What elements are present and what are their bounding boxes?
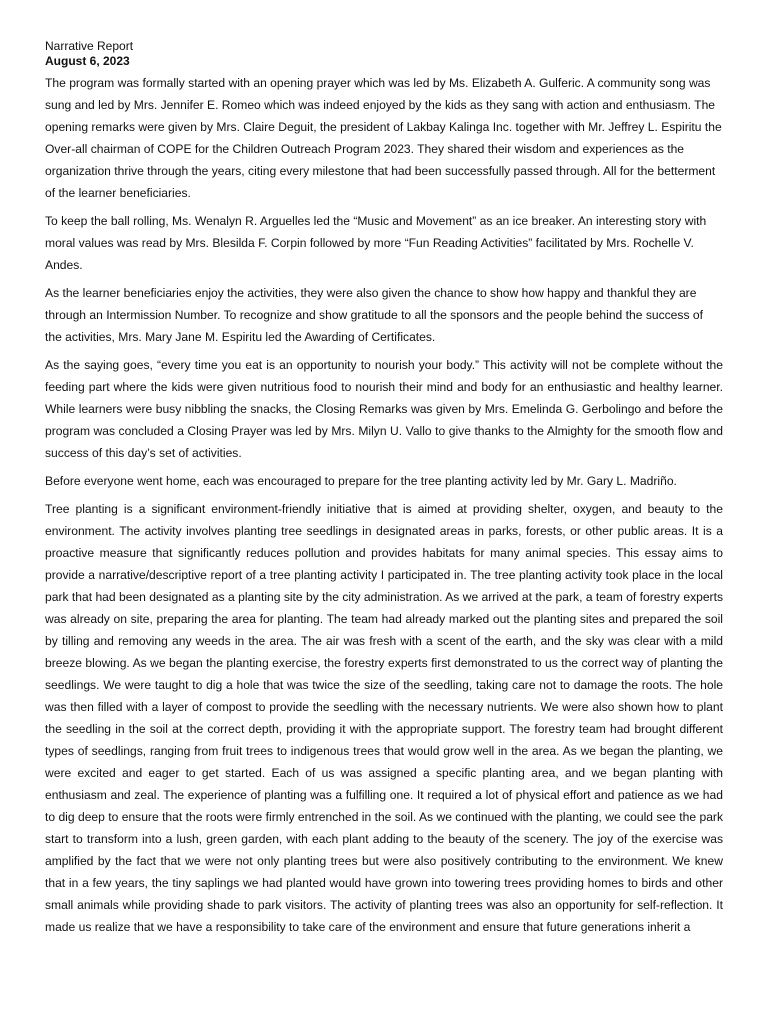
paragraph-feeding: As the saying goes, “every time you eat is an opportunity to nourish your body.” This activity will not be complete without the feeding part where the kids were given nutritious food to nourish their mind and body for an enthusiastic and healthy learner. While learners were busy nibbling the snacks, the Closing Remarks was given by Mrs. Emelinda G. Gerbolingo and before the program was concluded a Closing Prayer was led by Mrs. Milyn U. Vallo to give thanks to the Almighty for the smooth flow and success of this day’s set of activities. [45,358,723,460]
paragraph-ice-breaker: To keep the ball rolling, Ms. Wenalyn R. Arguelles led the “Music and Movement” as an ice breaker. An interesting story with moral values was read by Mrs. Blesilda F. Corpin followed by more “Fun Reading Activities” facilitated by Mrs. Rochelle V. Andes. [45,214,707,272]
paragraph-opening-program: The program was formally started with an opening prayer which was led by Ms. Elizabeth A. Gulferic. A community song was sung and led by Mrs. Jennifer E. Romeo which was indeed enjoyed by the kids as they sang with action and enthusiasm. The opening remarks were given by Mrs. Claire Deguit, the president of Lakbay Kalinga Inc. together with Mr. Jeffrey L. Espiritu the Over-all chairman of COPE for the Children Outreach Program 2023. They shared their wisdom and experiences as the organization thrive through the years, citing every milestone that had been successfully passed through. All for the betterment of the learner beneficiaries. [45,76,722,200]
paragraph-intermission: As the learner beneficiaries enjoy the activities, they were also given the chance to show how happy and thankful they are through an Intermission Number. To recognize and show gratitude to all the sponsors and the people behind the success of the activities, Mrs. Mary Jane M. Espiritu led the Awarding of Certificates. [45,286,703,344]
paragraph-tree-planting: Tree planting is a significant environment-friendly initiative that is aimed at providing shelter, oxygen, and beauty to the environment. The activity involves planting tree seedlings in designated areas in parks, forests, or other public areas. It is a proactive measure that significantly reduces pollution and provides habitats for many animal species. This essay aims to provide a narrative/descriptive report of a tree planting activity I participated in. The tree planting activity took place in the local park that had been designated as a planting site by the city administration. As we arrived at the park, a team of forestry experts was already on site, preparing the area for planting. The team had already marked out the planting sites and prepared the soil by tilling and removing any weeds in the area. The air was fresh with a scent of the earth, and the sky was clear with a mild breeze blowing. As we began the planting exercise, the forestry experts first demonstrated to us the correct way of planting the seedlings. We were taught to dig a hole that was twice the size of the seedling, taking care not to damage the roots. The hole was then filled with a layer of compost to provide the seedling with the necessary nutrients. We were also shown how to plant the seedling in the soil at the correct depth, providing it with the appropriate support. The forestry team had brought different types of seedlings, ranging from fruit trees to indigenous trees that would grow well in the area. As we began the planting, we were excited and eager to get started. Each of us was assigned a specific planting area, and we began planting with enthusiasm and zeal. The experience of planting was a fulfilling one. It required a lot of physical effort and patience as we had to dig deep to ensure that the roots were firmly entrenched in the soil. As we continued with the planting, we could see the park start to transform into a lush, green garden, with each plant adding to the beauty of the scenery. The joy of the exercise was amplified by the fact that we were not only planting trees but were also positively contributing to the environment. We knew that in a few years, the tiny saplings we had planted would have grown into towering trees providing homes to birds and other small animals while providing shade to park visitors. The activity of planting trees was also an opportunity for self-reflection. It made us realize that we have a responsibility to take care of the environment and ensure that future generations inherit a [45,502,723,934]
paragraph-before-home: Before everyone went home, each was encouraged to prepare for the tree planting activity led by Mr. Gary L. Madriño. [45,474,677,488]
document-date: August 6, 2023 [45,54,130,68]
document-title: Narrative Report [45,39,134,53]
